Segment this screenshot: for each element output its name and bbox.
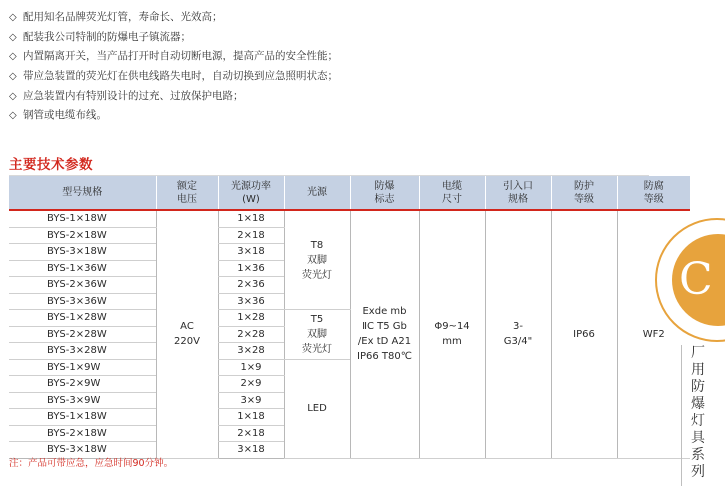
light-line: 荧光灯 — [302, 269, 332, 281]
header-cable — [419, 176, 485, 210]
header-label: 型号规格 — [62, 187, 103, 198]
model-cell: BYS-1×36W — [9, 260, 156, 277]
light-line: 双脚 — [307, 254, 327, 266]
feature-item — [9, 8, 338, 28]
ip-cell: IP66 — [551, 210, 617, 458]
diamond-bullet-icon: ◇ — [9, 110, 17, 122]
ex-mark-line: /Ex tD A21 — [357, 336, 412, 348]
header-label: 额定 电压 — [177, 180, 197, 205]
table-row — [9, 210, 690, 227]
table-header-row — [9, 176, 690, 210]
header-label: 防腐 等级 — [643, 180, 664, 205]
header-label: 光源功率 (W) — [231, 180, 271, 205]
voltage-line: AC — [180, 321, 194, 333]
cable-line: Φ9~14 — [434, 321, 470, 333]
side-divider — [681, 345, 682, 486]
light-line: T8 — [310, 239, 324, 251]
series-badge: C — [672, 234, 725, 326]
power-cell: 3×36 — [218, 293, 284, 310]
power-cell: 2×9 — [218, 376, 284, 393]
light-line: 荧光灯 — [302, 343, 332, 355]
cable-cell — [419, 210, 485, 458]
voltage-cell — [156, 210, 218, 458]
model-cell: BYS-2×36W — [9, 277, 156, 294]
model-cell: BYS-3×36W — [9, 293, 156, 310]
light-line: T5 — [310, 313, 324, 325]
ex-mark-line: Exde mb — [362, 306, 407, 318]
model-cell: BYS-3×18W — [9, 442, 156, 459]
feature-item — [9, 28, 338, 48]
header-label: 光源 — [307, 187, 327, 198]
model-cell: BYS-2×18W — [9, 227, 156, 244]
series-label: 厂用防爆灯具系列 — [691, 345, 705, 480]
feature-list — [9, 8, 338, 126]
model-cell: BYS-1×9W — [9, 359, 156, 376]
feature-text: 配用知名品牌荧光灯管，寿命长、光效高； — [23, 11, 223, 23]
header-voltage — [156, 176, 218, 210]
feature-item — [9, 106, 338, 126]
footnote: 注：产品可带应急，应急时间90分钟。 — [9, 458, 174, 469]
power-cell: 3×18 — [218, 442, 284, 459]
model-cell: BYS-2×18W — [9, 425, 156, 442]
header-model — [9, 176, 156, 210]
model-cell: BYS-1×18W — [9, 210, 156, 227]
feature-item — [9, 47, 338, 67]
cable-line: mm — [442, 336, 462, 348]
power-cell: 1×28 — [218, 310, 284, 327]
diamond-bullet-icon: ◇ — [9, 31, 17, 43]
power-cell: 3×28 — [218, 343, 284, 360]
power-cell: 3×9 — [218, 392, 284, 409]
power-cell: 2×18 — [218, 425, 284, 442]
header-anticorrosion — [617, 176, 690, 210]
power-cell: 2×28 — [218, 326, 284, 343]
power-cell: 1×18 — [218, 409, 284, 426]
model-cell: BYS-1×28W — [9, 310, 156, 327]
header-label: 防护 等级 — [574, 180, 594, 205]
light-line: 双脚 — [307, 328, 327, 340]
header-light-source — [284, 176, 350, 210]
ex-mark-line: ⅡC T5 Gb — [362, 321, 407, 333]
light-source-t8-cell — [284, 210, 350, 310]
header-label: 引入口 规格 — [503, 180, 533, 205]
header-entry — [485, 176, 551, 210]
power-cell: 1×36 — [218, 260, 284, 277]
model-cell: BYS-1×18W — [9, 409, 156, 426]
light-source-t5-cell — [284, 310, 350, 360]
header-ip — [551, 176, 617, 210]
power-cell: 3×18 — [218, 244, 284, 261]
entry-line: 3- — [513, 321, 523, 333]
entry-cell — [485, 210, 551, 458]
feature-text: 应急装置内有特别设计的过充、过放保护电路； — [23, 89, 244, 102]
feature-text: 配装我公司特制的防爆电子镇流器； — [23, 30, 191, 43]
model-cell: BYS-2×9W — [9, 376, 156, 393]
feature-text: 钢管或电缆布线。 — [23, 109, 107, 122]
feature-item — [9, 87, 338, 107]
diamond-bullet-icon: ◇ — [9, 12, 17, 23]
power-cell: 2×18 — [218, 227, 284, 244]
model-cell: BYS-2×28W — [9, 326, 156, 343]
ex-mark-line: IP66 T80℃ — [357, 351, 412, 363]
section-title: 主要技术参数 — [9, 157, 93, 173]
entry-line: G3/4" — [503, 336, 533, 348]
header-power — [218, 176, 284, 210]
power-cell: 1×18 — [218, 210, 284, 227]
diamond-bullet-icon: ◇ — [9, 71, 17, 83]
feature-text: 带应急装置的荧光灯在供电线路失电时，自动切换到应急照明状态； — [23, 70, 338, 83]
voltage-line: 220V — [174, 336, 200, 348]
light-source-led-cell: LED — [284, 359, 350, 458]
model-cell: BYS-3×18W — [9, 244, 156, 261]
anticorrosion-cell: WF2 — [617, 210, 690, 458]
diamond-bullet-icon: ◇ — [9, 90, 17, 102]
header-label: 电缆 尺寸 — [442, 180, 462, 205]
header-ex-mark — [350, 176, 419, 210]
ex-mark-cell — [350, 210, 419, 458]
header-label: 防爆 标志 — [374, 180, 395, 205]
feature-item — [9, 67, 338, 87]
model-cell: BYS-3×28W — [9, 343, 156, 360]
power-cell: 1×9 — [218, 359, 284, 376]
model-cell: BYS-3×9W — [9, 392, 156, 409]
feature-text: 内置隔离开关，当产品打开时自动切断电源，提高产品的安全性能； — [23, 50, 338, 63]
power-cell: 2×36 — [218, 277, 284, 294]
spec-table — [9, 176, 690, 459]
diamond-bullet-icon: ◇ — [9, 51, 17, 63]
